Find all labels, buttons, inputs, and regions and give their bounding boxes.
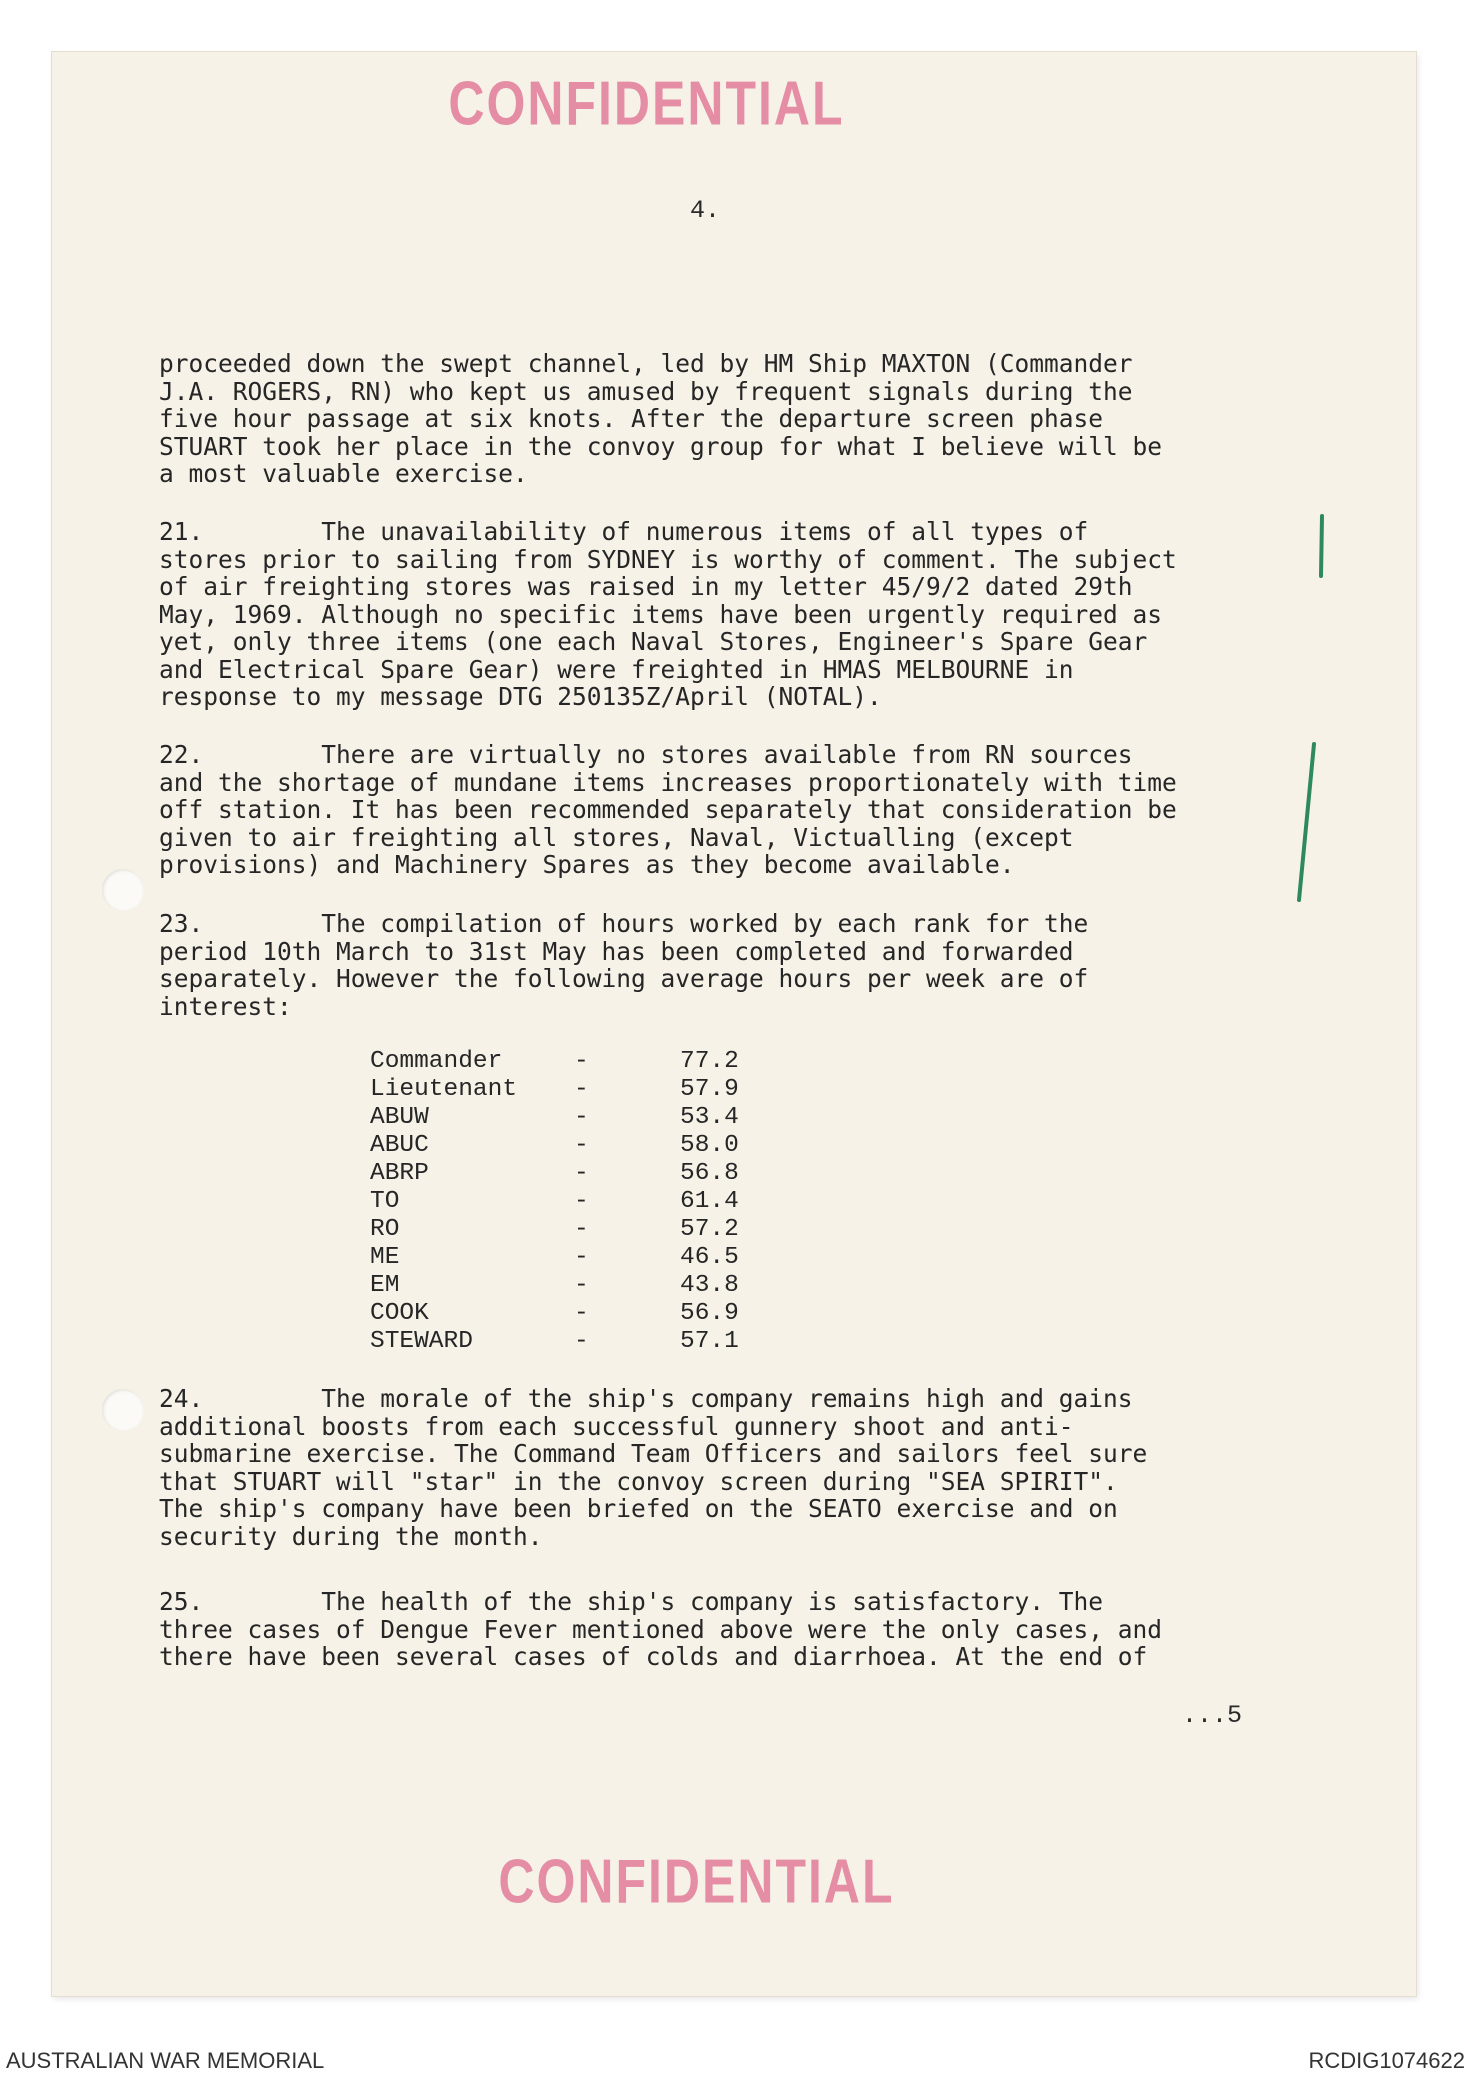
hours-row xyxy=(370,1216,780,1244)
rank-label: Commander xyxy=(370,1048,503,1075)
hours-table xyxy=(370,1048,780,1356)
margin-mark-paragraph-21 xyxy=(1312,512,1332,582)
hours-row xyxy=(370,1244,780,1272)
footer-record-id: RCDIG1074622 xyxy=(1308,2048,1465,2073)
hours-row xyxy=(370,1104,780,1132)
separator-dash: - xyxy=(574,1272,589,1299)
hours-row xyxy=(370,1048,780,1076)
hours-value: 57.9 xyxy=(680,1076,739,1103)
hours-row xyxy=(370,1272,780,1300)
hours-value: 61.4 xyxy=(680,1188,739,1215)
rank-label: ABUW xyxy=(370,1104,429,1131)
hours-row xyxy=(370,1132,780,1160)
hours-value: 53.4 xyxy=(680,1104,739,1131)
separator-dash: - xyxy=(574,1300,589,1327)
hours-value: 56.9 xyxy=(680,1300,739,1327)
rank-label: TO xyxy=(370,1188,400,1215)
hours-value: 56.8 xyxy=(680,1160,739,1187)
confidential-stamp-top: CONFIDENTIAL xyxy=(448,68,845,138)
hours-value: 58.0 xyxy=(680,1132,739,1159)
hours-row xyxy=(370,1160,780,1188)
margin-mark-paragraph-22 xyxy=(1292,740,1320,906)
footer-source: AUSTRALIAN WAR MEMORIAL xyxy=(6,2048,325,2073)
separator-dash: - xyxy=(574,1132,589,1159)
separator-dash: - xyxy=(574,1328,589,1355)
separator-dash: - xyxy=(574,1188,589,1215)
hours-value: 57.1 xyxy=(680,1328,739,1355)
paragraph-22: 22. There are virtually no stores available from RN sources and the shortage of mundane items increases proportionately with time off station. It has been recommended separately that consideration be given to air freighting all stores, Naval, Victualling (except provisions) and Machinery Spares as they become available. xyxy=(159,740,1177,879)
hours-value: 46.5 xyxy=(680,1244,739,1271)
rank-label: EM xyxy=(370,1272,400,1299)
paragraph-25: 25. The health of the ship's company is satisfactory. The three cases of Dengue Fever mentioned above were the only cases, and there have been several cases of colds and diarrhoea. At the end of xyxy=(159,1587,1163,1671)
separator-dash: - xyxy=(574,1048,589,1075)
paragraph-24: 24. The morale of the ship's company remains high and gains additional boosts from each successful gunnery shoot and anti- submarine exercise. The Command Team Officers and sailors feel sure that STUART will "star" in the convoy screen during "SEA SPIRIT". The ship's company have been briefed on the SEATO exercise and on security during the month. xyxy=(159,1384,1148,1551)
rank-label: ABUC xyxy=(370,1132,429,1159)
rank-label: ABRP xyxy=(370,1160,429,1187)
separator-dash: - xyxy=(574,1076,589,1103)
page-number: 4. xyxy=(690,196,721,225)
hours-row xyxy=(370,1328,780,1356)
separator-dash: - xyxy=(574,1160,589,1187)
continuation-marker: ...5 xyxy=(1182,1701,1243,1730)
separator-dash: - xyxy=(574,1104,589,1131)
paragraph-23: 23. The compilation of hours worked by each rank for the period 10th March to 31st May has been completed and forwarded separately. However the following average hours per week are of interest: xyxy=(159,909,1089,1021)
punch-hole xyxy=(102,1389,144,1431)
hours-row xyxy=(370,1188,780,1216)
confidential-stamp-bottom: CONFIDENTIAL xyxy=(498,1846,895,1916)
rank-label: ME xyxy=(370,1244,400,1271)
punch-hole xyxy=(102,869,144,911)
hours-row xyxy=(370,1076,780,1104)
paragraph-21: 21. The unavailability of numerous items of all types of stores prior to sailing from SYDNEY is worthy of comment. The subject of air freighting stores was raised in my letter 45/9/2 dated 29th May, 1969. Although no specific items have been urgently required as yet, only three items (one each Naval Stores, Engineer's Spare Gear and Electrical Spare Gear) were freighted in HMAS MELBOURNE in response to my message DTG 250135Z/April (NOTAL). xyxy=(159,517,1177,711)
hours-row xyxy=(370,1300,780,1328)
rank-label: COOK xyxy=(370,1300,429,1327)
rank-label: RO xyxy=(370,1216,400,1243)
hours-value: 77.2 xyxy=(680,1048,739,1075)
hours-value: 43.8 xyxy=(680,1272,739,1299)
separator-dash: - xyxy=(574,1244,589,1271)
separator-dash: - xyxy=(574,1216,589,1243)
rank-label: STEWARD xyxy=(370,1328,473,1355)
hours-value: 57.2 xyxy=(680,1216,739,1243)
paragraph-continued: proceeded down the swept channel, led by HM Ship MAXTON (Commander J.A. ROGERS, RN) who kept us amused by frequent signals during the five hour passage at six knots. After the departure screen phase STUART took her place in the convoy group for what I believe will be a most valuable exercise. xyxy=(159,349,1163,488)
rank-label: Lieutenant xyxy=(370,1076,518,1103)
